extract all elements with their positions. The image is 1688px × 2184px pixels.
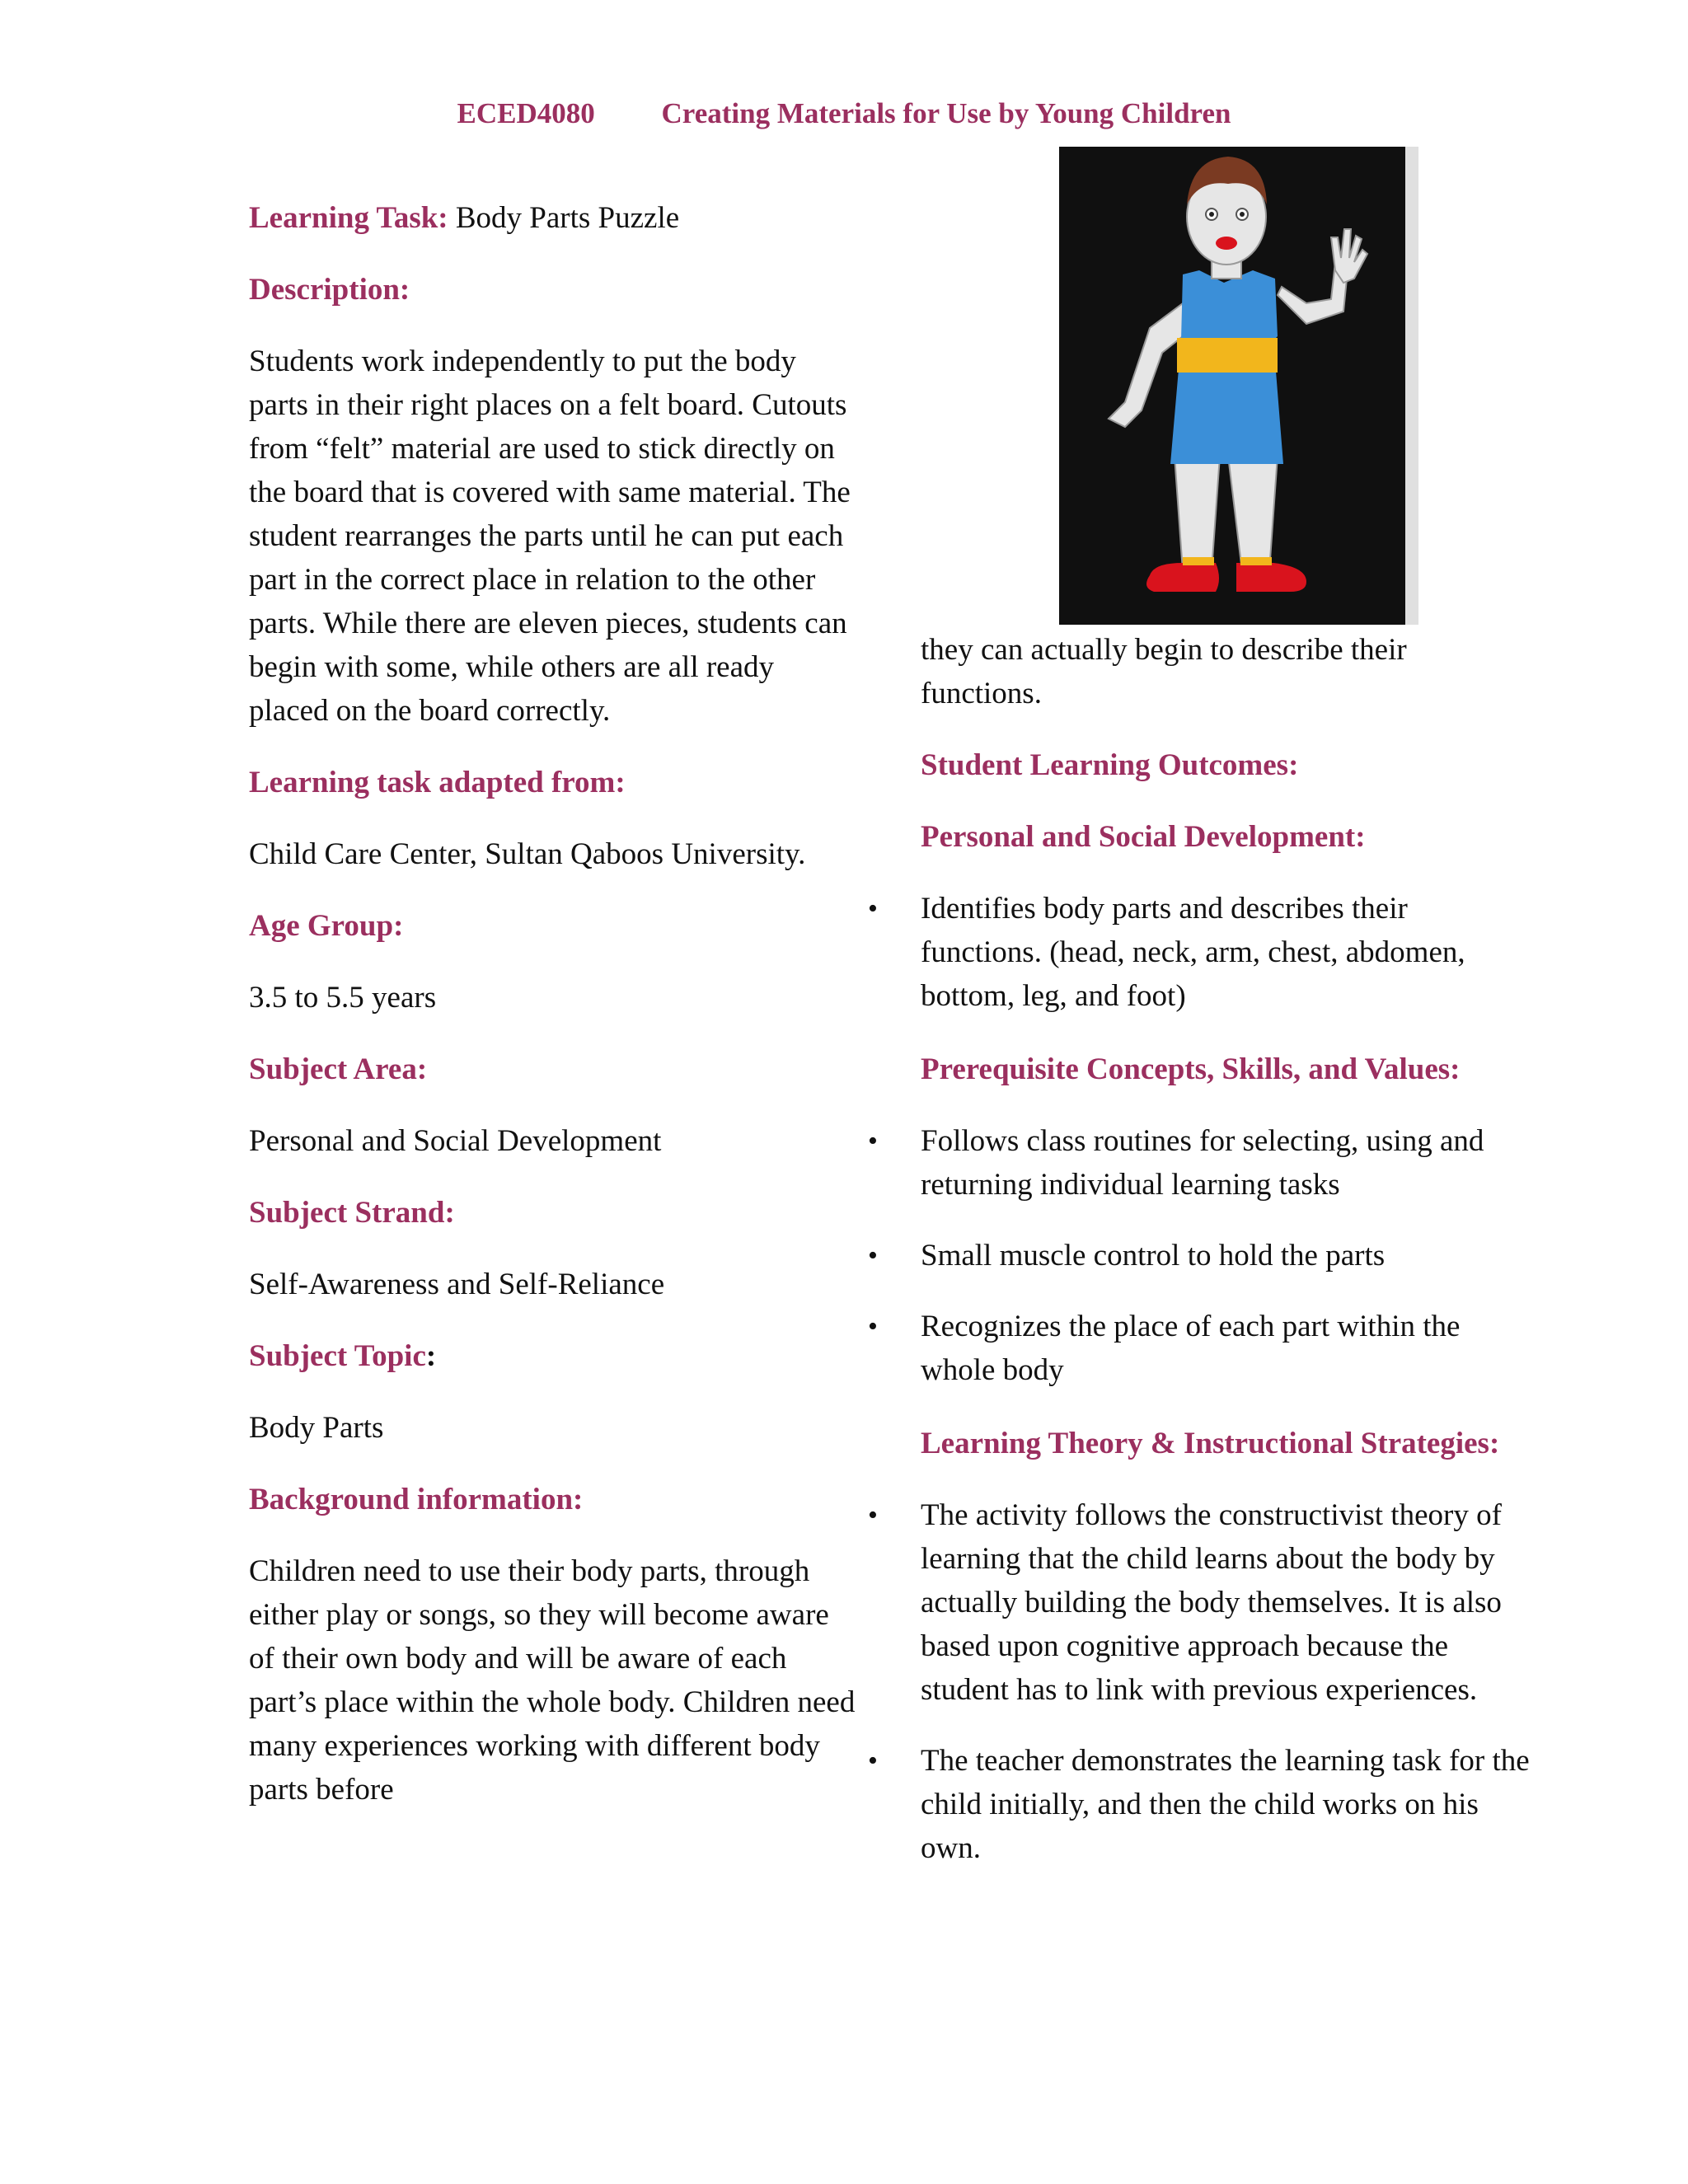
subject-topic-label: Subject Topic	[249, 1339, 426, 1373]
mouth	[1216, 237, 1237, 250]
adapted-from-text: Child Care Center, Sultan Qaboos University.	[249, 837, 806, 871]
theory-heading: Learning Theory & Instructional Strategies:	[921, 1427, 1500, 1460]
subject-area-text: Personal and Social Development	[249, 1124, 662, 1158]
course-title: Creating Materials for Use by Young Children	[661, 97, 1231, 129]
bullet-icon: •	[868, 1240, 878, 1271]
learning-task-value: Body Parts Puzzle	[455, 201, 680, 235]
outcome-text: Identifies body parts and describes their functions. (head, neck, arm, chest, abdomen, bottom, leg, and foot)	[921, 892, 1465, 1013]
bullet-icon: •	[868, 1311, 878, 1342]
right-pupil	[1240, 212, 1245, 217]
learning-task-heading	[249, 196, 859, 240]
list-item	[868, 1739, 1531, 1870]
background-heading: Background information:	[249, 1483, 584, 1516]
right-column	[868, 628, 1531, 1900]
description-text: Students work independently to put the body parts in their right places on a felt board. Cutouts from “felt” material are used to stick directly on the board that is covered with same material. The student rearranges the parts until he can put each part in the correct place in relation to the other parts. While there are eleven pieces, students can begin with some, while others are all ready placed on the board correctly.	[249, 344, 851, 728]
prerequisite-text: Follows class routines for selecting, using and returning individual learning tasks	[921, 1124, 1484, 1202]
description-heading: Description:	[249, 273, 410, 307]
body-puzzle-photo	[1059, 147, 1418, 625]
belt	[1177, 338, 1278, 373]
list-item	[868, 1305, 1531, 1392]
background-text-part2: they can actually begin to describe their functions.	[921, 633, 1407, 710]
adapted-from-heading: Learning task adapted from:	[249, 766, 626, 799]
bullet-icon: •	[868, 1500, 878, 1530]
bullet-icon: •	[868, 1746, 878, 1776]
left-leg	[1175, 456, 1220, 571]
list-item	[868, 1234, 1531, 1277]
subject-area-heading: Subject Area:	[249, 1052, 428, 1086]
course-code: ECED4080	[457, 97, 595, 129]
age-group-heading: Age Group:	[249, 909, 404, 943]
age-group-text: 3.5 to 5.5 years	[249, 981, 437, 1015]
theory-list	[868, 1493, 1531, 1870]
list-item	[868, 1493, 1531, 1712]
left-sock	[1183, 557, 1214, 565]
list-item	[868, 887, 1531, 1018]
bullet-icon: •	[868, 893, 878, 924]
subject-topic-heading	[249, 1334, 859, 1378]
theory-text: The teacher demonstrates the learning task for the child initially, and then the child works on his own.	[921, 1744, 1530, 1865]
page-header	[0, 97, 1688, 130]
outcomes-list	[868, 887, 1531, 1018]
theory-text: The activity follows the constructivist theory of learning that the child learns about the body by actually building the body themselves. It is also based upon cognitive approach because the student has to link with previous experiences.	[921, 1498, 1502, 1707]
background-text-part1: Children need to use their body parts, through either play or songs, so they will become aware of their own body and will be aware of each part’s place within the whole body. Children need many experiences working with different body parts before	[249, 1554, 856, 1807]
left-pupil	[1209, 212, 1214, 217]
subject-strand-heading: Subject Strand:	[249, 1196, 455, 1230]
felt-board-illustration	[1059, 147, 1418, 625]
left-column	[249, 196, 859, 1840]
right-sock	[1240, 557, 1272, 565]
board-edge	[1405, 147, 1418, 625]
left-shoe	[1146, 563, 1219, 592]
prerequisites-heading: Prerequisite Concepts, Skills, and Values:	[921, 1052, 1461, 1086]
outcomes-heading: Student Learning Outcomes:	[921, 748, 1299, 782]
subject-topic-text: Body Parts	[249, 1411, 384, 1445]
prerequisite-text: Small muscle control to hold the parts	[921, 1239, 1386, 1272]
outcomes-subheading: Personal and Social Development:	[921, 820, 1366, 854]
bullet-icon: •	[868, 1126, 878, 1156]
subject-topic-colon: :	[425, 1339, 437, 1373]
subject-strand-text: Self-Awareness and Self-Reliance	[249, 1268, 665, 1301]
prerequisite-text: Recognizes the place of each part within the whole body	[921, 1310, 1461, 1387]
prerequisites-list	[868, 1119, 1531, 1392]
list-item	[868, 1119, 1531, 1207]
learning-task-label: Learning Task:	[249, 201, 448, 235]
